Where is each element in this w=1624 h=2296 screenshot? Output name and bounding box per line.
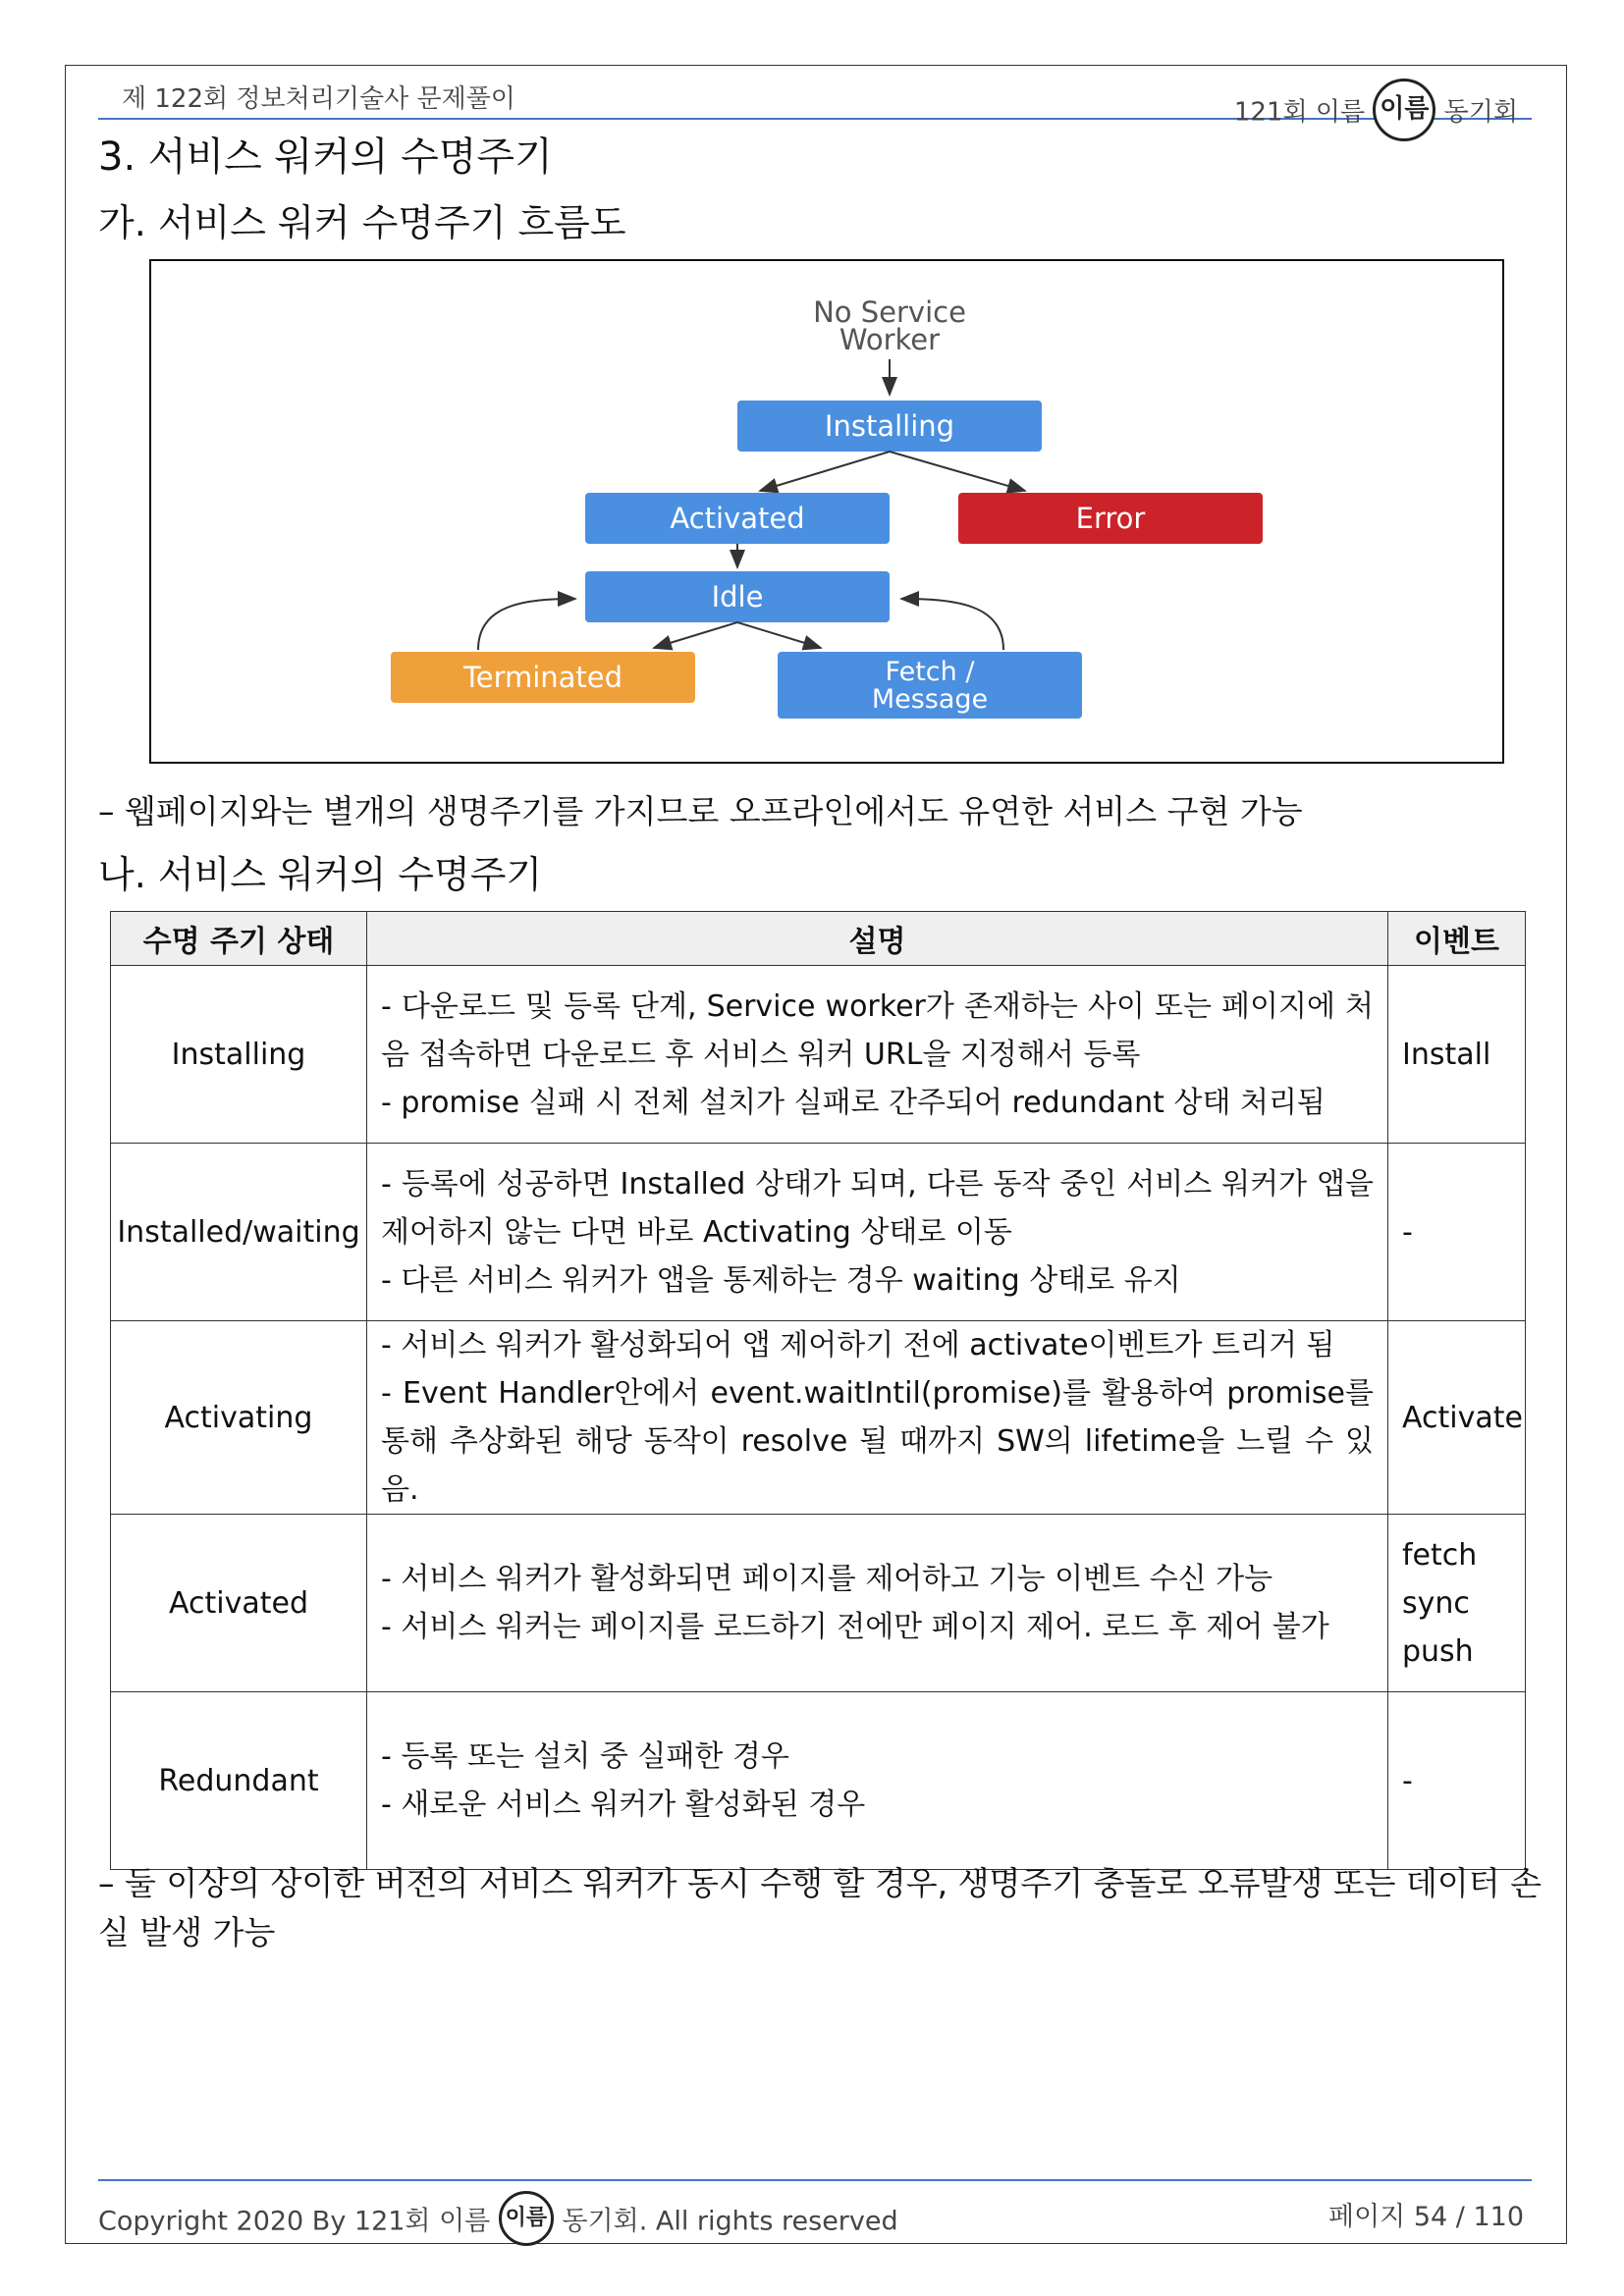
header-group xyxy=(1234,79,1518,141)
node-activated-label: Activated xyxy=(670,502,805,535)
flow-note: – 웹페이지와는 별개의 생명주기를 가지므로 오프라인에서도 유연한 서비스 구현 가능 xyxy=(98,792,1303,830)
event-item: Install xyxy=(1402,1037,1491,1072)
column-header-state: 수명 주기 상태 xyxy=(111,912,367,966)
header-group-suffix: 동기회 xyxy=(1443,97,1518,128)
cell-desc xyxy=(367,1692,1388,1870)
table-header-row xyxy=(111,912,1526,966)
lifecycle-diagram xyxy=(149,259,1504,764)
arrow-installing-activated xyxy=(760,452,890,491)
desc-line: - 등록에 성공하면 Installed 상태가 되며, 다른 동작 중인 서비스 워커가 앱을 제어하지 않는 다면 바로 Activating 상태로 이동 xyxy=(381,1166,1374,1250)
node-fetch-line1: Fetch / xyxy=(885,657,975,687)
copyright-text: Copyright 2020 By 121회 이름 xyxy=(98,2206,491,2237)
page-footer xyxy=(98,2179,1532,2240)
table-row xyxy=(111,1144,1526,1321)
cell-state: Activating xyxy=(111,1321,367,1515)
table-note: – 둘 이상의 상이한 버전의 서비스 워커가 동시 수행 할 경우, 생명주기 충돌로 오류발생 또는 데이터 손실 발생 가능 xyxy=(98,1864,1542,1951)
desc-line: - 다운로드 및 등록 단계, Service worker가 존재하는 사이 또는 페이지에 처음 접속하면 다운로드 후 서비스 워커 URL을 지정해서 등록 xyxy=(381,988,1374,1072)
node-installing-label: Installing xyxy=(824,409,955,443)
table-row xyxy=(111,1515,1526,1692)
column-header-event: 이벤트 xyxy=(1388,912,1526,966)
cell-state: Installed/waiting xyxy=(111,1144,367,1321)
table-row xyxy=(111,1321,1526,1515)
node-terminated-label: Terminated xyxy=(462,661,623,694)
header-group-name: 121회 이름 xyxy=(1233,97,1366,128)
event-item: Activate xyxy=(1402,1400,1523,1435)
cell-event xyxy=(1388,1144,1526,1321)
column-header-desc: 설명 xyxy=(367,912,1388,966)
desc-line: - 서비스 워커는 페이지를 로드하기 전에만 페이지 제어. 로드 후 제어 불가 xyxy=(381,1610,1329,1644)
desc-line: - 등록 또는 설치 중 실패한 경우 xyxy=(381,1739,789,1774)
desc-line: - promise 실패 시 전체 설치가 실패로 간주되어 redundant 상태 처리됨 xyxy=(381,1085,1326,1120)
node-idle-label: Idle xyxy=(711,580,764,614)
cell-state: Activated xyxy=(111,1515,367,1692)
cell-event xyxy=(1388,1321,1526,1515)
desc-line: - 서비스 워커가 활성화되어 앱 제어하기 전에 activate이벤트가 트리거 됨 xyxy=(381,1328,1335,1362)
desc-line: - 서비스 워커가 활성화되면 페이지를 제어하고 기능 이벤트 수신 가능 xyxy=(381,1562,1273,1596)
cell-event xyxy=(1388,1692,1526,1870)
seal-logo: 이름 xyxy=(499,2191,554,2246)
event-item: fetch xyxy=(1402,1537,1478,1573)
node-start-line2: Worker xyxy=(839,323,941,356)
seal-logo: 이름 xyxy=(1373,79,1435,141)
event-item: sync xyxy=(1402,1585,1470,1621)
node-error-label: Error xyxy=(1075,502,1146,535)
arrow-fetch-idle xyxy=(901,599,1003,650)
copyright xyxy=(98,2191,898,2246)
table-row xyxy=(111,1692,1526,1870)
lifecycle-table xyxy=(110,911,1526,1870)
event-item: - xyxy=(1402,1763,1413,1798)
desc-line: - Event Handler안에서 event.waitIntil(promise)를 활용하여 promise를 통해 추상화된 해당 동작이 resolve 될 때까지 SW의 lifetime을 느릴 수 있음. xyxy=(381,1376,1374,1507)
table-row xyxy=(111,966,1526,1144)
event-item: push xyxy=(1402,1633,1474,1669)
cell-desc xyxy=(367,1144,1388,1321)
subsection-heading-table: 나. 서비스 워커의 수명주기 xyxy=(98,853,543,896)
cell-desc xyxy=(367,1321,1388,1515)
arrow-installing-error xyxy=(890,452,1025,491)
cell-desc xyxy=(367,1515,1388,1692)
page-number: 페이지 54 / 110 xyxy=(1328,2202,1524,2232)
arrow-terminated-idle xyxy=(478,599,575,650)
arrow-idle-fetch xyxy=(737,622,821,648)
cell-desc xyxy=(367,966,1388,1144)
section-title: 3. 서비스 워커의 수명주기 xyxy=(98,134,553,180)
cell-event xyxy=(1388,1515,1526,1692)
subsection-heading-flow: 가. 서비스 워커 수명주기 흐름도 xyxy=(98,201,626,244)
event-item: - xyxy=(1402,1214,1413,1250)
desc-line: - 다른 서비스 워커가 앱을 통제하는 경우 waiting 상태로 유지 xyxy=(381,1262,1181,1298)
page-header xyxy=(98,75,1532,128)
node-start-line1: No Service xyxy=(813,295,966,329)
desc-line: - 새로운 서비스 워커가 활성화된 경우 xyxy=(381,1788,866,1822)
copyright-suffix: 동기회. All rights reserved xyxy=(562,2206,898,2237)
node-fetch-line2: Message xyxy=(871,684,989,715)
cell-event xyxy=(1388,966,1526,1144)
cell-state: Redundant xyxy=(111,1692,367,1870)
header-title: 제 122회 정보처리기술사 문제풀이 xyxy=(122,84,515,114)
arrow-idle-terminated xyxy=(654,622,737,648)
cell-state: Installing xyxy=(111,966,367,1144)
lifecycle-diagram-svg xyxy=(151,261,1502,762)
